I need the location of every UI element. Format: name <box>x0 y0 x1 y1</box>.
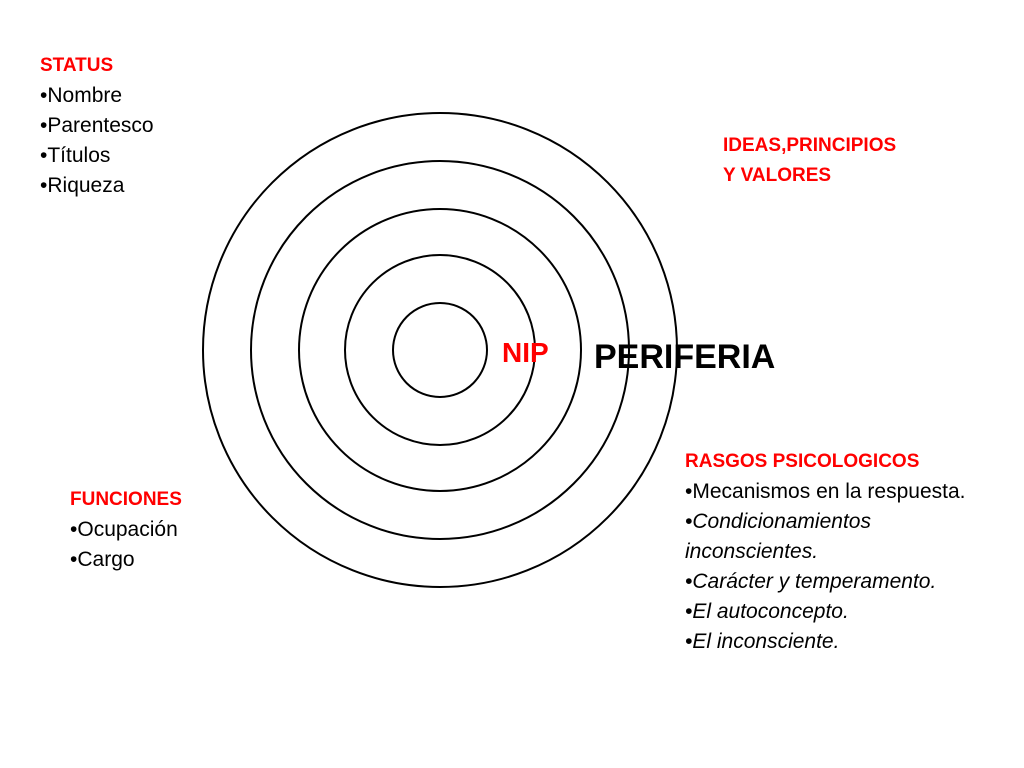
ideas-heading-line2: Y VALORES <box>723 165 832 186</box>
rasgos-item: • Carácter y temperamento. <box>685 567 985 597</box>
funciones-heading: FUNCIONES <box>70 489 182 510</box>
ideas-block <box>723 131 896 191</box>
status-heading: STATUS <box>40 55 114 76</box>
rasgos-item: • El inconsciente. <box>685 627 985 657</box>
ideas-heading-line1: IDEAS,PRINCIPIOS <box>723 135 897 156</box>
rasgos-block <box>685 447 985 657</box>
status-item: • Nombre <box>40 81 154 111</box>
ring-inner <box>393 303 487 397</box>
rasgos-item: • Condicionamientos inconscientes. <box>685 507 985 567</box>
status-item: • Títulos <box>40 141 154 171</box>
rasgos-item: • Mecanismos en la respuesta. <box>685 477 985 507</box>
status-item: • Riqueza <box>40 171 154 201</box>
status-item: • Parentesco <box>40 111 154 141</box>
nip-label: NIP <box>502 337 549 368</box>
funciones-item: • Cargo <box>70 545 182 575</box>
funciones-item: • Ocupación <box>70 515 182 545</box>
rasgos-item: • El autoconcepto. <box>685 597 985 627</box>
status-block <box>40 51 154 201</box>
rasgos-heading: RASGOS PSICOLOGICOS <box>685 451 920 472</box>
ring-4 <box>251 161 629 539</box>
funciones-block <box>70 485 182 575</box>
periferia-label: PERIFERIA <box>594 338 776 376</box>
